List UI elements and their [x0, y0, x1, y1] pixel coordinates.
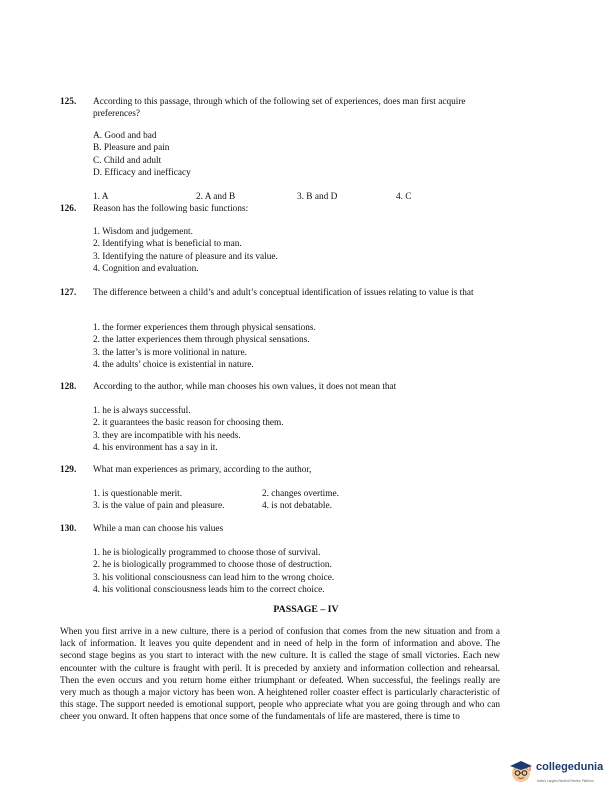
option: 3. the latter’s is more volitional in nature. — [93, 347, 247, 358]
option-list — [93, 226, 493, 276]
graduate-mascot-icon — [508, 758, 534, 784]
logo-tagline: India's Largest Student Review Platform — [537, 779, 594, 783]
question-stem: What man experiences as primary, according to the author, — [93, 465, 312, 475]
answer-choice: 4. C — [396, 192, 412, 202]
answer-choice: 3. B and D — [297, 192, 338, 202]
option-grid — [93, 488, 393, 514]
option: 3. Identifying the nature of pleasure and its value. — [93, 251, 278, 262]
option: 4. his environment has a say in it. — [93, 443, 218, 454]
question-stem: According to this passage, through which of the following set of experiences, does man first acquire preferences? — [93, 97, 466, 120]
question-number: 129. — [60, 465, 77, 475]
option-list — [93, 547, 493, 597]
option: 1. he is always successful. — [93, 406, 191, 416]
option: 2. it guarantees the basic reason for choosing them. — [93, 418, 284, 429]
option: 1. is questionable merit. — [93, 489, 183, 499]
option: 2. the latter experiences them through physical sensations. — [93, 335, 310, 346]
option: 1. Wisdom and judgement. — [93, 227, 193, 237]
option: 4. Cognition and evaluation. — [93, 264, 199, 275]
option: 1. the former experiences them through physical sensations. — [93, 323, 316, 333]
answer-choices — [93, 191, 493, 203]
question-number: 126. — [60, 204, 77, 214]
passage-text: When you first arrive in a new culture, there is a period of confusion that comes from the new situation and from a lack of information. It leaves you quite dependent and in need of help in the form of information and above. The second stage begins as you start to interact with the new culture. It is called the stage of small victories. Each new encounter with the culture is fraught with peril. It is preceded by anxiety and information collection and rehearsal. Then the even occurs and you return home either triumphant or defeated. When successful, the feelings really are very much as though a major victory has been won. A heightened roller coaster effect is particularly characteristic of this stage. The support needed is emotional support, people who appreciate what you are going through and who can cheer you onward. It often happens that once some of the fundamentals of life are mastered, there is time to — [60, 627, 500, 723]
question-stem: The difference between a child’s and adult’s conceptual identification of issues relating to value is that — [93, 288, 474, 298]
question-number: 125. — [60, 97, 77, 107]
question-stem: According to the author, while man chooses his own values, it does not mean that — [93, 382, 397, 392]
option: 3. is the value of pain and pleasure. — [93, 501, 225, 511]
option: 1. he is biologically programmed to choose those of survival. — [93, 548, 321, 558]
option: 2. he is biologically programmed to choose those of destruction. — [93, 560, 332, 571]
passage-title: PASSAGE – IV — [273, 604, 339, 615]
option: A. Good and bad — [93, 131, 157, 141]
option: C. Child and adult — [93, 155, 162, 166]
collegedunia-logo[interactable] — [508, 756, 608, 788]
option-list — [93, 322, 493, 372]
option: 2. Identifying what is beneficial to man. — [93, 239, 242, 250]
question-number: 128. — [60, 382, 77, 392]
option: 4. the adults’ choice is existential in nature. — [93, 360, 254, 371]
logo-name: collegedunia — [536, 761, 604, 773]
option: 4. is not debatable. — [262, 501, 332, 511]
option-list — [93, 130, 493, 180]
question-stem: Reason has the following basic functions: — [93, 204, 249, 214]
option: 3. they are incompatible with his needs. — [93, 430, 241, 441]
option: 4. his volitional consciousness leads him to the correct choice. — [93, 585, 325, 596]
question-stem: While a man can choose his values — [93, 524, 224, 534]
answer-choice: 2. A and B — [196, 192, 236, 202]
question-number: 130. — [60, 524, 77, 534]
answer-choice: 1. A — [93, 192, 109, 202]
option: D. Efficacy and inefficacy — [93, 168, 191, 179]
option: 3. his volitional consciousness can lead him to the wrong choice. — [93, 572, 335, 583]
option: 2. changes overtime. — [262, 489, 339, 499]
option: B. Pleasure and pain — [93, 143, 170, 154]
option-list — [93, 405, 493, 455]
question-number: 127. — [60, 288, 77, 298]
